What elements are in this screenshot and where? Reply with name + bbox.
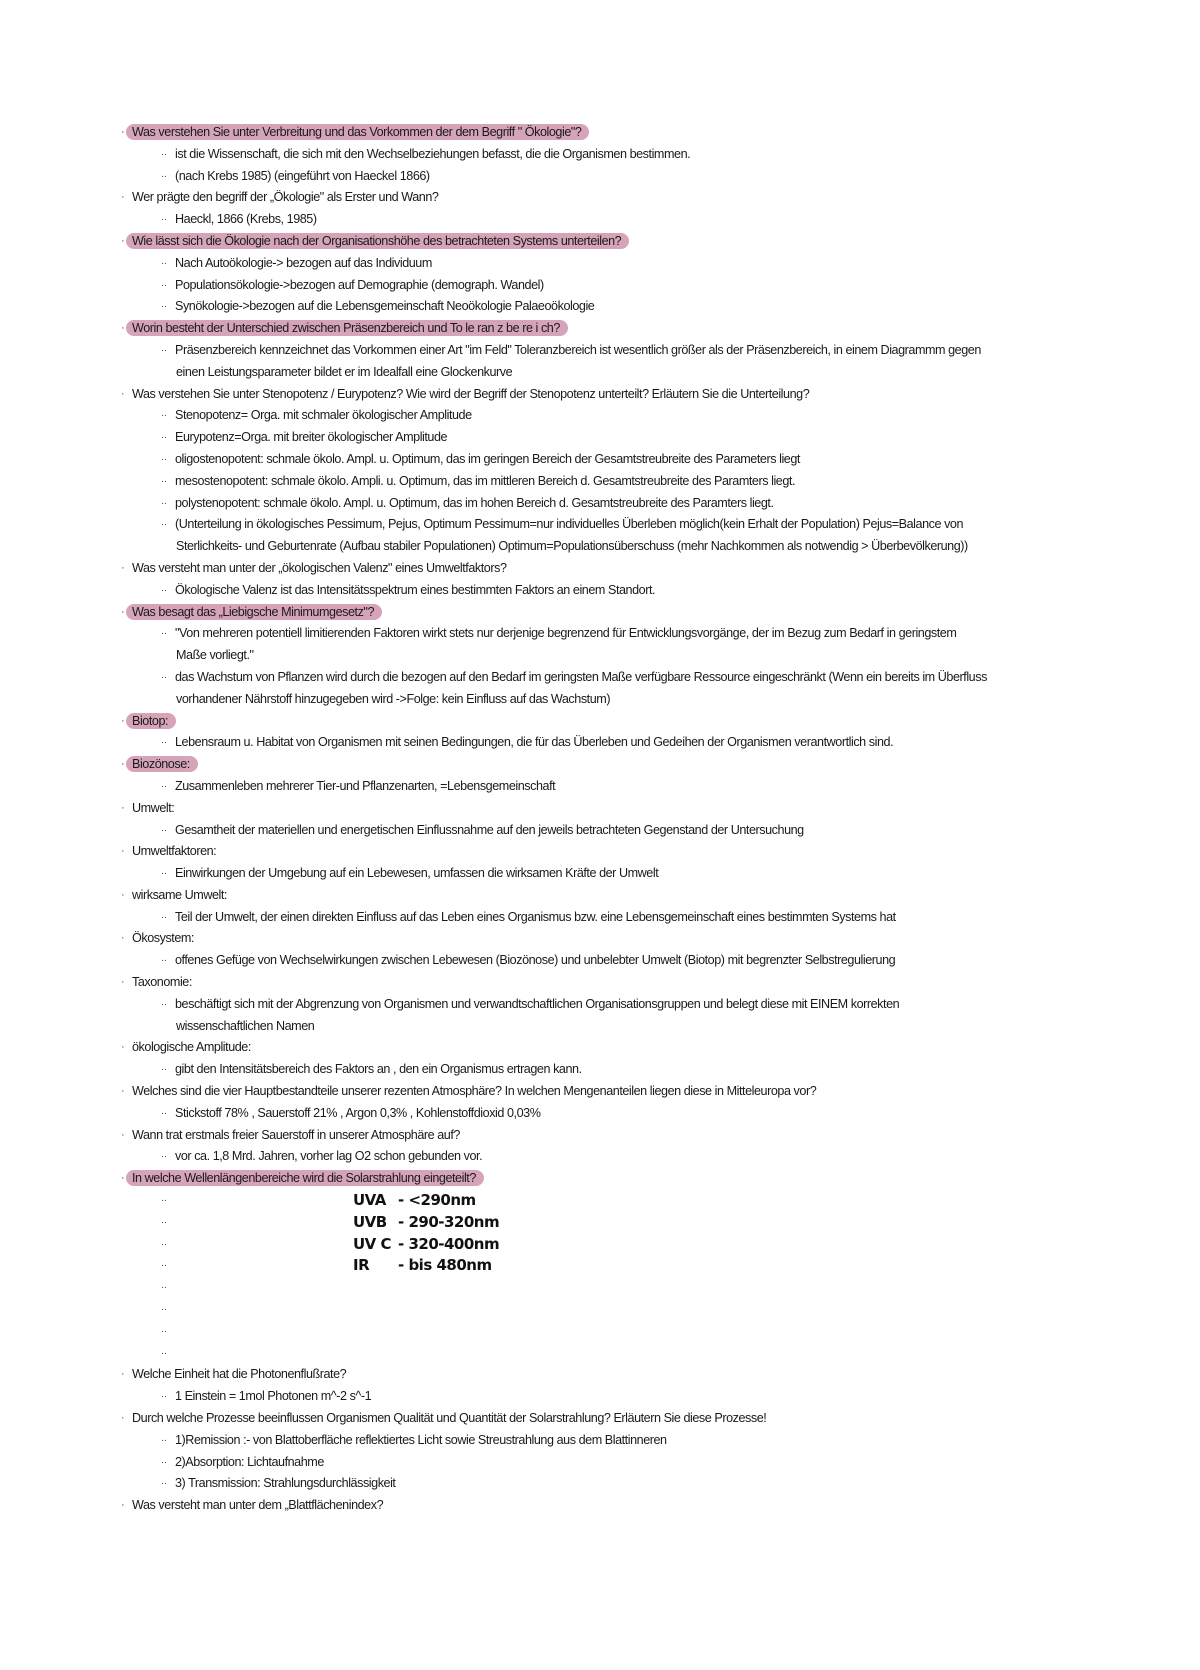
band-uvb-range: - 290-320nm [398,1212,500,1231]
sub-bullet: ·· [161,1151,167,1163]
sub-bullet: ·· [161,1282,167,1294]
answer-text: Maße vorliegt." [176,648,254,663]
answer-line [0,296,1200,318]
sub-bullet: ·· [161,1456,167,1468]
bullet: · [121,191,125,204]
sub-bullet: ·· [161,410,167,422]
question-text: Wann trat erstmals freier Sauerstoff in unserer Atmosphäre auf? [132,1127,460,1142]
question-13 [0,1495,1200,1517]
answer-text: Lebensraum u. Habitat von Organismen mit seinen Bedingungen, die für das Überleben und Gedeihen der Organismen verantwortlich sind. [175,735,894,750]
sub-bullet: ·· [161,671,167,683]
band-ir-range: - bis 480nm [398,1256,492,1275]
bullet: · [121,126,125,138]
answer-line [0,1386,1200,1408]
sub-bullet: ·· [161,584,167,596]
sub-bullet: ·· [161,475,167,487]
answer-text: Stenopotenz= Orga. mit schmaler ökologischer Amplitude [175,408,472,423]
question-text: Welches sind die vier Hauptbestandteile unserer rezenten Atmosphäre? In welchen Mengenanteilen liegen diese in Mitteleuropa vor? [132,1084,817,1099]
struck-line [0,1321,1200,1343]
sub-bullet: ·· [161,1216,167,1228]
question-text: Was versteht man unter dem „Blattflächenindex? [132,1498,384,1513]
notes-document [0,122,1200,1517]
answer-line [0,1473,1200,1495]
term-umwelt [0,798,1200,820]
answer-text: Einwirkungen der Umgebung auf ein Lebewesen, umfassen die wirksamen Kräfte der Umwelt [175,866,659,881]
sub-bullet: ·· [161,780,167,792]
answer-line [0,1430,1200,1452]
answer-line [0,427,1200,449]
sub-bullet: ·· [161,824,167,836]
bullet: · [121,1412,125,1425]
bullet: · [121,714,125,727]
bullet: · [121,1368,125,1381]
answer-text: 1 Einstein = 1mol Photonen m^-2 s^-1 [175,1389,372,1404]
highlighted-term: Biozönose: [126,756,198,772]
sub-bullet: ·· [161,344,167,356]
struck-line [0,1255,1200,1277]
answer-line [0,623,1200,645]
answer-text: Sterlichkeits- und Geburtenrate (Aufbau stabiler Populationen) Optimum=Populationsüberschuss (mehr Nachkommen als notwendig > Überbevölkerung)) [176,539,968,554]
question-text: Was versteht man unter der „ökologischen Valenz" eines Umweltfaktors? [132,560,507,575]
answer-text: Teil der Umwelt, der einen direkten Einfluss auf das Leben eines Organismus bzw. eine Lebensgemeinschaft eines bestimmten Systems hat [175,909,896,924]
struck-line [0,1212,1200,1234]
struck-line [0,1277,1200,1299]
answer-text: Gesamtheit der materiellen und energetischen Einflussnahme auf den jeweils betrachteten Gegenstand der Untersuchung [175,822,804,837]
question-2 [0,187,1200,209]
answer-text: einen Leistungsparameter bildet er im Idealfall eine Glockenkurve [176,364,513,379]
answer-line [0,144,1200,166]
term-text: wirksame Umwelt: [132,887,227,902]
answer-text: Stickstoff 78% , Sauerstoff 21% , Argon 0,3% , Kohlenstoffdioxid 0,03% [175,1105,541,1120]
sub-bullet: ·· [161,998,167,1010]
sub-bullet: ·· [161,1347,167,1359]
answer-text: 2)Absorption: Lichtaufnahme [175,1454,324,1469]
question-3 [0,231,1200,253]
sub-bullet: ·· [161,1064,167,1076]
term-oekosystem [0,928,1200,950]
bullet: · [121,801,125,814]
sub-bullet: ·· [161,301,167,313]
sub-bullet: ·· [161,955,167,967]
term-wirksame-umwelt [0,885,1200,907]
answer-text: Haeckl, 1866 (Krebs, 1985) [175,212,317,227]
bullet: · [121,387,125,400]
question-8 [0,1081,1200,1103]
term-text: Ökosystem: [132,931,194,946]
answer-line [0,907,1200,929]
answer-text: (nach Krebs 1985) (eingeführt von Haeckel 1866) [175,168,430,183]
answer-text: vor ca. 1,8 Mrd. Jahren, vorher lag O2 schon gebunden vor. [175,1149,483,1164]
sub-bullet: ·· [161,1325,167,1337]
sub-bullet: ·· [161,432,167,444]
term-text: ökologische Amplitude: [132,1040,251,1055]
highlighted-question: Was besagt das „Liebigsche Minimumgesetz"? [126,604,382,620]
question-text: Welche Einheit hat die Photonenflußrate? [132,1367,347,1382]
struck-line [0,1190,1200,1212]
bullet: · [121,561,125,574]
question-12 [0,1408,1200,1430]
bullet: · [121,932,125,945]
sub-bullet: ·· [161,868,167,880]
sub-bullet: ·· [161,1195,167,1207]
sub-bullet: ·· [161,737,167,749]
answer-line [0,820,1200,842]
answer-continuation [0,362,1200,384]
term-text: Umweltfaktoren: [132,844,217,859]
sub-bullet: ·· [161,453,167,465]
answer-line [0,950,1200,972]
answer-line [0,449,1200,471]
answer-text: wissenschaftlichen Namen [176,1018,315,1033]
answer-text: Zusammenleben mehrerer Tier-und Pflanzenarten, =Lebensgemeinschaft [175,778,556,793]
answer-text: beschäftigt sich mit der Abgrenzung von Organismen und verwandtschaftlichen Organisationsgruppen und belegt diese mit EINEM korrekten [175,996,900,1011]
bullet: · [121,976,125,989]
sub-bullet: ·· [161,628,167,640]
highlighted-question: In welche Wellenlängenbereiche wird die Solarstrahlung eingeteilt? [126,1170,484,1186]
sub-bullet: ·· [161,1304,167,1316]
band-uva-name: UVA [353,1191,386,1210]
highlighted-question: Worin besteht der Unterschied zwischen Präsenzbereich und To le ran z be re i ch? [126,320,568,336]
answer-text: Nach Autoökologie-> bezogen auf das Individuum [175,255,432,270]
answer-continuation [0,1016,1200,1038]
term-text: Taxonomie: [132,975,192,990]
struck-line [0,1299,1200,1321]
question-4 [0,318,1200,340]
bullet: · [121,1041,125,1054]
bullet: · [121,845,125,858]
bullet: · [121,234,125,247]
answer-line [0,340,1200,362]
answer-line [0,253,1200,275]
question-5 [0,384,1200,406]
answer-text: "Von mehreren potentiell limitierenden Faktoren wirkt stets nur derjenige begrenzend für Entwicklungsvorgänge, der im Bezug zum Bedarf in geringstem [175,626,957,641]
answer-line [0,1146,1200,1168]
bullet: · [121,1172,125,1185]
bullet: · [121,322,125,335]
bullet: · [121,1085,125,1098]
sub-bullet: ·· [161,497,167,509]
answer-line [0,1103,1200,1125]
answer-continuation [0,645,1200,667]
answer-continuation [0,689,1200,711]
sub-bullet: ·· [161,170,167,182]
band-uvc-range: - 320-400nm [398,1234,500,1253]
answer-line [0,275,1200,297]
band-ir-name: IR [353,1256,370,1275]
answer-line [0,732,1200,754]
answer-text: 1)Remission :- von Blattoberfläche reflektiertes Licht sowie Streustrahlung aus dem Blattinneren [175,1432,667,1447]
sub-bullet: ·· [161,214,167,226]
question-7 [0,602,1200,624]
question-9 [0,1125,1200,1147]
bullet: · [121,888,125,901]
answer-line [0,776,1200,798]
bullet: · [121,605,125,618]
struck-line [0,1234,1200,1256]
answer-text: Populationsökologie->bezogen auf Demographie (demograph. Wandel) [175,277,544,292]
sub-bullet: ·· [161,148,167,160]
answer-line [0,209,1200,231]
answer-line [0,493,1200,515]
answer-line [0,994,1200,1016]
question-6 [0,558,1200,580]
term-biozoenose [0,754,1200,776]
sub-bullet: ·· [161,1391,167,1403]
bullet: · [121,1128,125,1141]
sub-bullet: ·· [161,1107,167,1119]
sub-bullet: ·· [161,257,167,269]
answer-line [0,580,1200,602]
question-11 [0,1364,1200,1386]
question-text: Wer prägte den begriff der „Ökologie" als Erster und Wann? [132,190,439,205]
sub-bullet: ·· [161,519,167,531]
answer-text: oligostenopotent: schmale ökolo. Ampl. u. Optimum, das im geringen Bereich der Gesamtstreubreite des Parameters liegt [175,451,800,466]
term-biotop [0,711,1200,733]
answer-text: gibt den Intensitätsbereich des Faktors an , den ein Organismus ertragen kann. [175,1062,582,1077]
answer-line [0,863,1200,885]
answer-line [0,1059,1200,1081]
band-uvc-name: UV C [353,1234,392,1253]
answer-text: vorhandener Nährstoff hinzugegeben wird ->Folge: kein Einfluss auf das Wachstum) [176,691,611,706]
question-text: Was verstehen Sie unter Stenopotenz / Eurypotenz? Wie wird der Begriff der Stenopotenz unterteilt? Erläutern Sie die Unterteilung? [132,386,810,401]
answer-text: Ökologische Valenz ist das Intensitätsspektrum eines bestimmten Faktors an einem Standort. [175,582,656,597]
term-umweltfaktoren [0,841,1200,863]
answer-text: offenes Gefüge von Wechselwirkungen zwischen Lebewesen (Biozönose) und unbelebter Umwelt (Biotop) mit begrenzter Selbstregulierung [175,953,896,968]
bullet: · [121,758,125,771]
answer-line [0,166,1200,188]
answer-text: ist die Wissenschaft, die sich mit den Wechselbeziehungen befasst, die die Organismen bestimmen. [175,146,691,161]
sub-bullet: ·· [161,911,167,923]
band-uva-range: - <290nm [398,1191,476,1210]
sub-bullet: ·· [161,1478,167,1490]
highlighted-term: Biotop: [126,713,176,729]
bullet: · [121,1499,125,1512]
question-10 [0,1168,1200,1190]
term-oekologische-amplitude [0,1037,1200,1059]
sub-bullet: ·· [161,1260,167,1272]
answer-continuation [0,536,1200,558]
sub-bullet: ·· [161,1238,167,1250]
term-taxonomie [0,972,1200,994]
sub-bullet: ·· [161,1434,167,1446]
sub-bullet: ·· [161,279,167,291]
question-1 [0,122,1200,144]
highlighted-question: Wie lässt sich die Ökologie nach der Organisationshöhe des betrachteten Systems unterteilen? [126,233,629,249]
struck-line [0,1343,1200,1365]
answer-text: 3) Transmission: Strahlungsdurchlässigkeit [175,1476,396,1491]
answer-text: Synökologie->bezogen auf die Lebensgemeinschaft Neoökologie Palaeoökologie [175,299,595,314]
answer-text: das Wachstum von Pflanzen wird durch die bezogen auf den Bedarf im geringsten Maße verfügbare Ressource eingeschränkt (Wenn ein bereits im Überfluss [175,669,987,684]
answer-text: polystenopotent: schmale ökolo. Ampl. u. Optimum, das im hohen Bereich d. Gesamtstreubreite des Paramters liegt. [175,495,774,510]
answer-text: (Unterteilung in ökologisches Pessimum, Pejus, Optimum Pessimum=nur individuelles Überleben möglich(kein Erhalt der Population) Pejus=Balance von [175,517,964,532]
answer-text: mesostenopotent: schmale ökolo. Ampli. u. Optimum, das im mittleren Bereich d. Gesamtstreubreite des Paramters liegt. [175,473,796,488]
answer-text: Präsenzbereich kennzeichnet das Vorkommen einer Art "im Feld" Toleranzbereich ist wesentlich größer als der Präsenzbereich, in einem Diagrammm gegen [175,342,981,357]
answer-line [0,667,1200,689]
question-text: Durch welche Prozesse beeinflussen Organismen Qualität und Quantität der Solarstrahlung? Erläutern Sie diese Prozesse! [132,1411,767,1426]
answer-text: Eurypotenz=Orga. mit breiter ökologischer Amplitude [175,430,448,445]
answer-line [0,514,1200,536]
highlighted-question: Was verstehen Sie unter Verbreitung und das Vorkommen der dem Begriff " Ökologie"? [126,124,589,140]
answer-line [0,1452,1200,1474]
answer-line [0,405,1200,427]
band-uvb-name: UVB [353,1212,387,1231]
term-text: Umwelt: [132,800,175,815]
answer-line [0,471,1200,493]
